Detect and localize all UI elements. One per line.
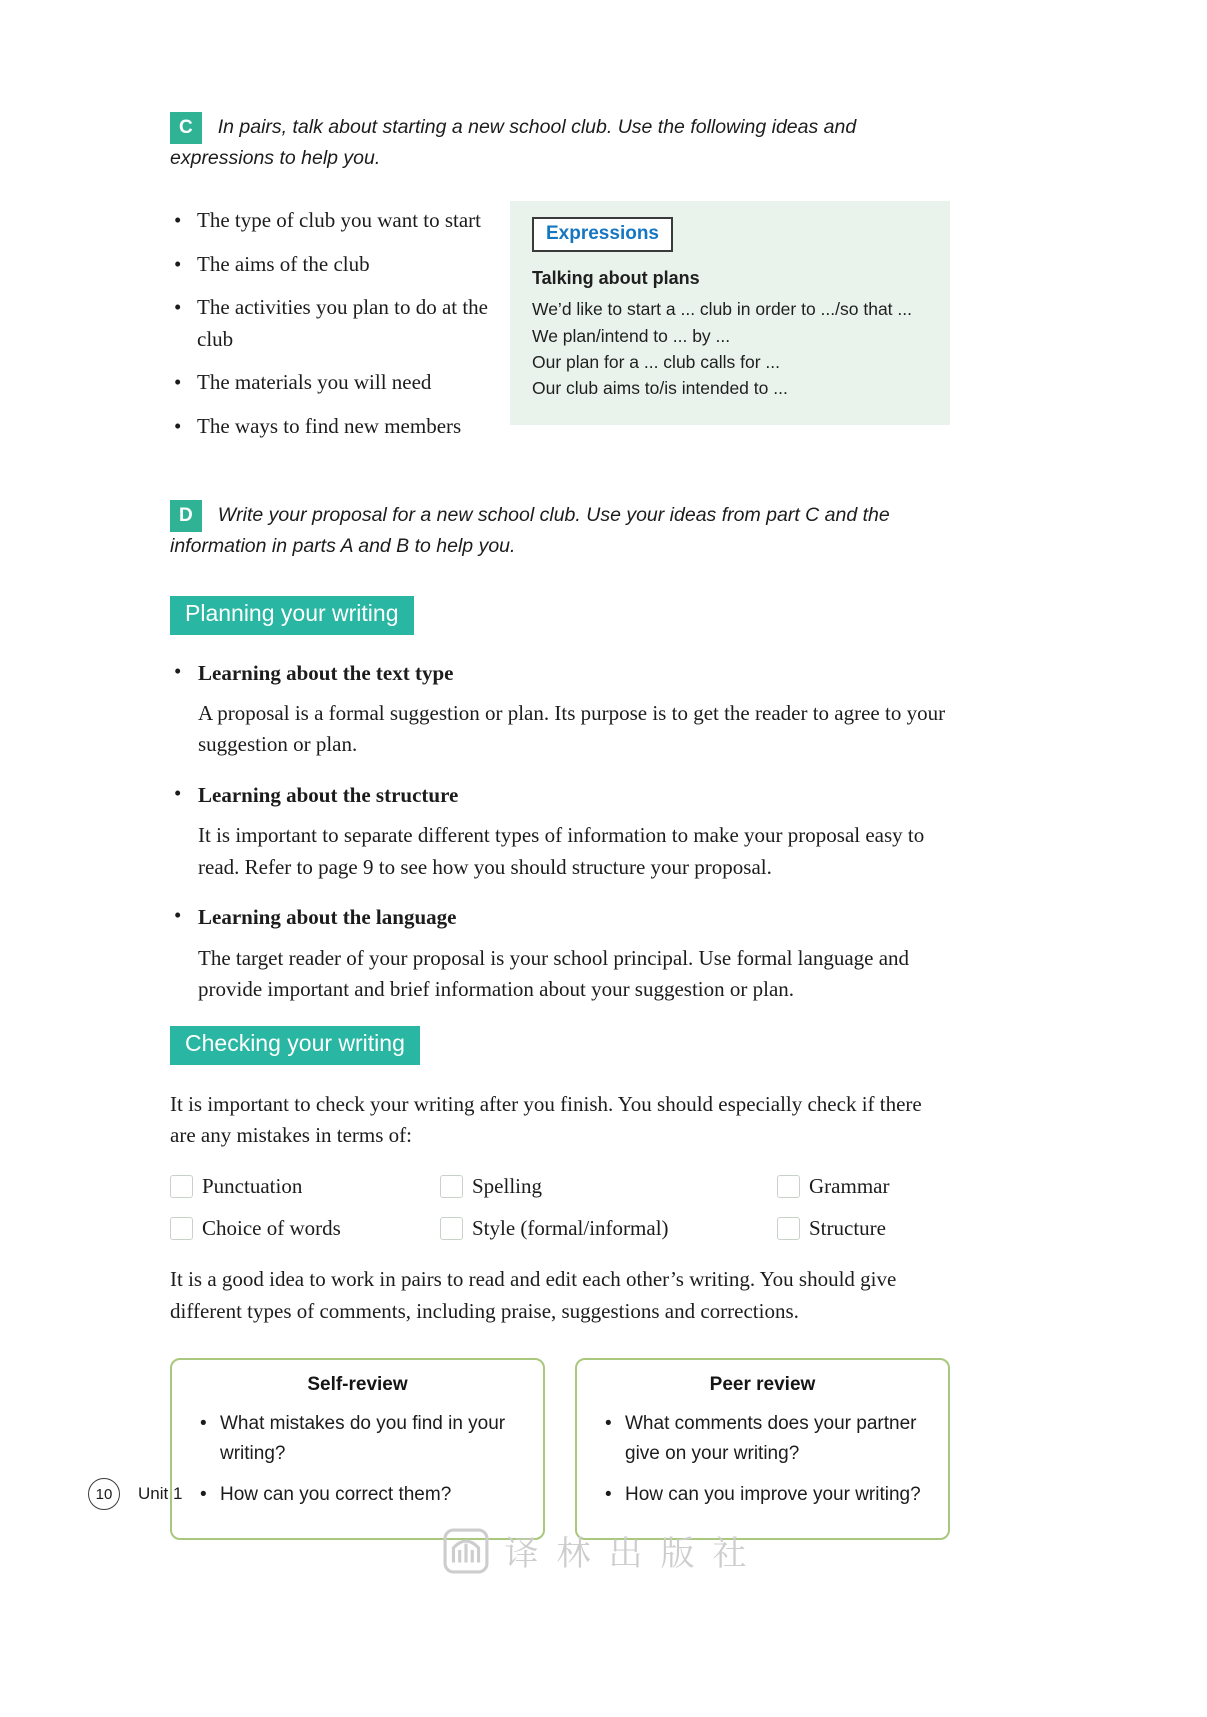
peer-review-box xyxy=(575,1358,950,1540)
section-d-badge: D xyxy=(170,500,202,532)
check-item xyxy=(777,1174,950,1199)
checkbox-icon xyxy=(170,1217,193,1240)
expression-line: We’d like to start a ... club in order to .../so that ... xyxy=(532,299,912,320)
planning-heading: Planning your writing xyxy=(170,596,414,635)
planning-item-body: It is important to separate different types of information to make your proposal easy to read. Refer to page 9 to see how you should structure your proposal. xyxy=(198,823,925,879)
list-item: • How can you improve your writing? xyxy=(601,1480,924,1510)
planning-item-body: A proposal is a formal suggestion or plan. Its purpose is to get the reader to agree to your suggestion or plan. xyxy=(198,700,946,757)
self-review-title: Self-review xyxy=(307,1373,408,1395)
list-item: • The materials you will need xyxy=(170,367,502,399)
expression-line: Our club aims to/is intended to ... xyxy=(532,378,788,398)
planning-item-title: Learning about the structure xyxy=(198,782,459,807)
section-c-instruction-text: In pairs, talk about starting a new school club. Use the following ideas and expressions to help you. xyxy=(170,116,857,169)
checkbox-label: Structure xyxy=(809,1215,886,1240)
check-item xyxy=(440,1174,777,1199)
checkbox-icon xyxy=(777,1217,800,1240)
self-review-box xyxy=(170,1358,545,1540)
list-item xyxy=(170,659,950,761)
list-item: • What comments does your partner give on your writing? xyxy=(601,1409,924,1470)
checkbox-icon xyxy=(777,1175,800,1198)
page-number: 10 xyxy=(88,1478,120,1510)
expression-line: Our plan for a ... club calls for ... xyxy=(532,351,781,372)
section-c-instruction xyxy=(170,112,950,173)
peer-review-title: Peer review xyxy=(709,1373,816,1395)
section-d-instruction xyxy=(170,500,950,561)
section-c xyxy=(170,112,950,454)
planning-section xyxy=(170,596,950,1006)
planning-item-body: The target reader of your proposal is your school principal. Use formal language and provide important and brief information about your suggestion or plan. xyxy=(198,945,910,1002)
check-item xyxy=(777,1216,950,1241)
planning-item-title: Learning about the language xyxy=(198,905,457,930)
checkbox-label: Choice of words xyxy=(202,1215,341,1240)
checkbox-icon xyxy=(440,1175,463,1198)
idea-list xyxy=(170,205,502,454)
publisher-name: 译林出版社 xyxy=(504,1536,765,1573)
checking-heading: Checking your writing xyxy=(170,1026,420,1065)
list-item: • How can you correct them? xyxy=(196,1480,519,1510)
self-review-list xyxy=(196,1409,519,1510)
checkbox-label: Punctuation xyxy=(202,1173,303,1198)
checking-intro: It is important to check your writing after you finish. You should especially check if there are any mistakes in terms of: xyxy=(170,1091,922,1148)
list-item: • The type of club you want to start xyxy=(170,205,502,237)
peer-review-list xyxy=(601,1409,924,1510)
checkbox-icon xyxy=(440,1217,463,1240)
publisher-watermark xyxy=(0,1526,1207,1579)
check-item xyxy=(170,1174,440,1199)
section-c-badge: C xyxy=(170,112,202,144)
section-d xyxy=(170,500,950,561)
section-d-instruction-text: Write your proposal for a new school club. Use your ideas from part C and the information in parts A and B to help you. xyxy=(170,504,890,558)
section-c-content xyxy=(170,201,950,454)
list-item xyxy=(170,903,950,1005)
expressions-label: Expressions xyxy=(532,217,673,252)
publisher-logo-icon xyxy=(443,1528,489,1574)
unit-label: Unit 1 xyxy=(138,1484,183,1503)
planning-item-title: Learning about the text type xyxy=(198,660,454,685)
checking-outro: It is a good idea to work in pairs to read and edit each other’s writing. You should give different types of comments, including praise, suggestions and corrections. xyxy=(170,1266,897,1324)
expressions-panel xyxy=(510,201,950,425)
checkbox-icon xyxy=(170,1175,193,1198)
checkbox-label: Spelling xyxy=(472,1173,543,1198)
planning-list xyxy=(170,659,950,1006)
checking-section xyxy=(170,1026,950,1328)
checkbox-label: Style (formal/informal) xyxy=(472,1215,669,1240)
checkbox-label: Grammar xyxy=(809,1173,890,1198)
review-boxes xyxy=(170,1358,950,1540)
list-item xyxy=(170,781,950,883)
check-item xyxy=(170,1216,440,1241)
list-item: • The aims of the club xyxy=(170,249,502,281)
expression-line: We plan/intend to ... by ... xyxy=(532,325,731,346)
list-item: • The ways to find new members xyxy=(170,411,502,443)
expressions-title: Talking about plans xyxy=(532,268,700,289)
checklist xyxy=(170,1174,950,1241)
list-item: • What mistakes do you find in your writing? xyxy=(196,1409,519,1470)
list-item: • The activities you plan to do at the club xyxy=(170,292,502,355)
check-item xyxy=(440,1216,777,1241)
page-footer xyxy=(88,1478,182,1510)
